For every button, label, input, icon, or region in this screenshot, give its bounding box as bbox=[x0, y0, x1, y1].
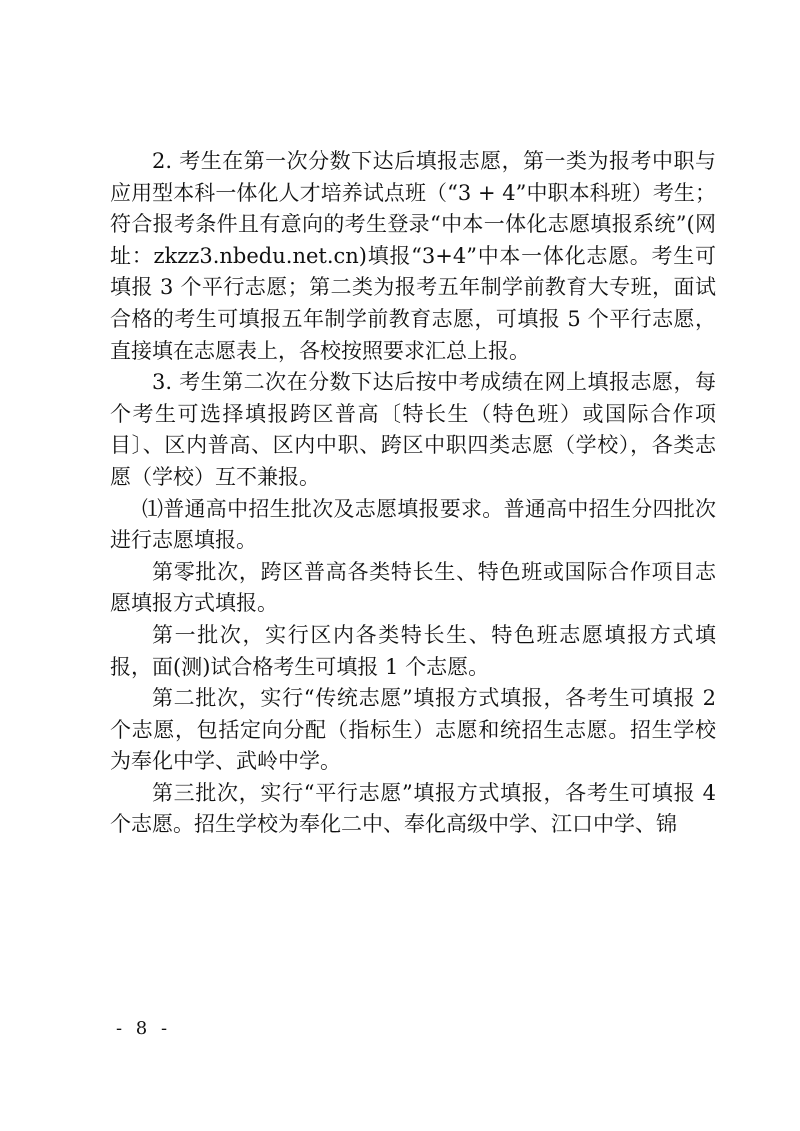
paragraph-batch-zero: 第零批次，跨区普高各类特长生、特色班或国际合作项目志愿填报方式填报。 bbox=[110, 559, 716, 616]
paragraph-batch-one: 第一批次，实行区内各类特长生、特色班志愿填报方式填报，面(测)试合格考生可填报 1 个志愿。 bbox=[110, 622, 716, 679]
paragraph-batch-two: 第二批次，实行“传统志愿”填报方式填报，各考生可填报 2 个志愿，包括定向分配（指标生）志愿和统招生志愿。招生学校为奉化中学、武岭中学。 bbox=[110, 686, 716, 774]
paragraph-2-first-application: 2. 考生在第一次分数下达后填报志愿，第一类为报考中职与应用型本科一体化人才培养试点班（“3 + 4”中职本科班）考生；符合报考条件且有意向的考生登录“中本一体化志愿填报系统”(网址：zkzz3.nbedu.net.cn)填报“3+4”中本一体化志愿。考生可填报 3 个平行志愿；第二类为报考五年制学前教育大专班，面试合格的考生可填报五年制学前教育志愿，可填报 5 个平行志愿，直接填在志愿表上，各校按照要求汇总上报。 bbox=[110, 149, 716, 363]
paragraph-3-second-application: 3. 考生第二次在分数下达后按中考成绩在网上填报志愿，每个考生可选择填报跨区普高〔特长生（特色班）或国际合作项目〕、区内普高、区内中职、跨区中职四类志愿（学校），各类志愿（学校）互不兼报。 bbox=[110, 370, 716, 489]
paragraph-batch-three: 第三批次，实行“平行志愿”填报方式填报，各考生可填报 4 个志愿。招生学校为奉化二中、奉化高级中学、江口中学、锦 bbox=[110, 780, 716, 837]
document-body bbox=[110, 146, 716, 841]
page-number: - 8 - bbox=[116, 1018, 172, 1039]
paragraph-batch-overview: ⑴普通高中招生批次及志愿填报要求。普通高中招生分四批次进行志愿填报。 bbox=[110, 496, 716, 553]
